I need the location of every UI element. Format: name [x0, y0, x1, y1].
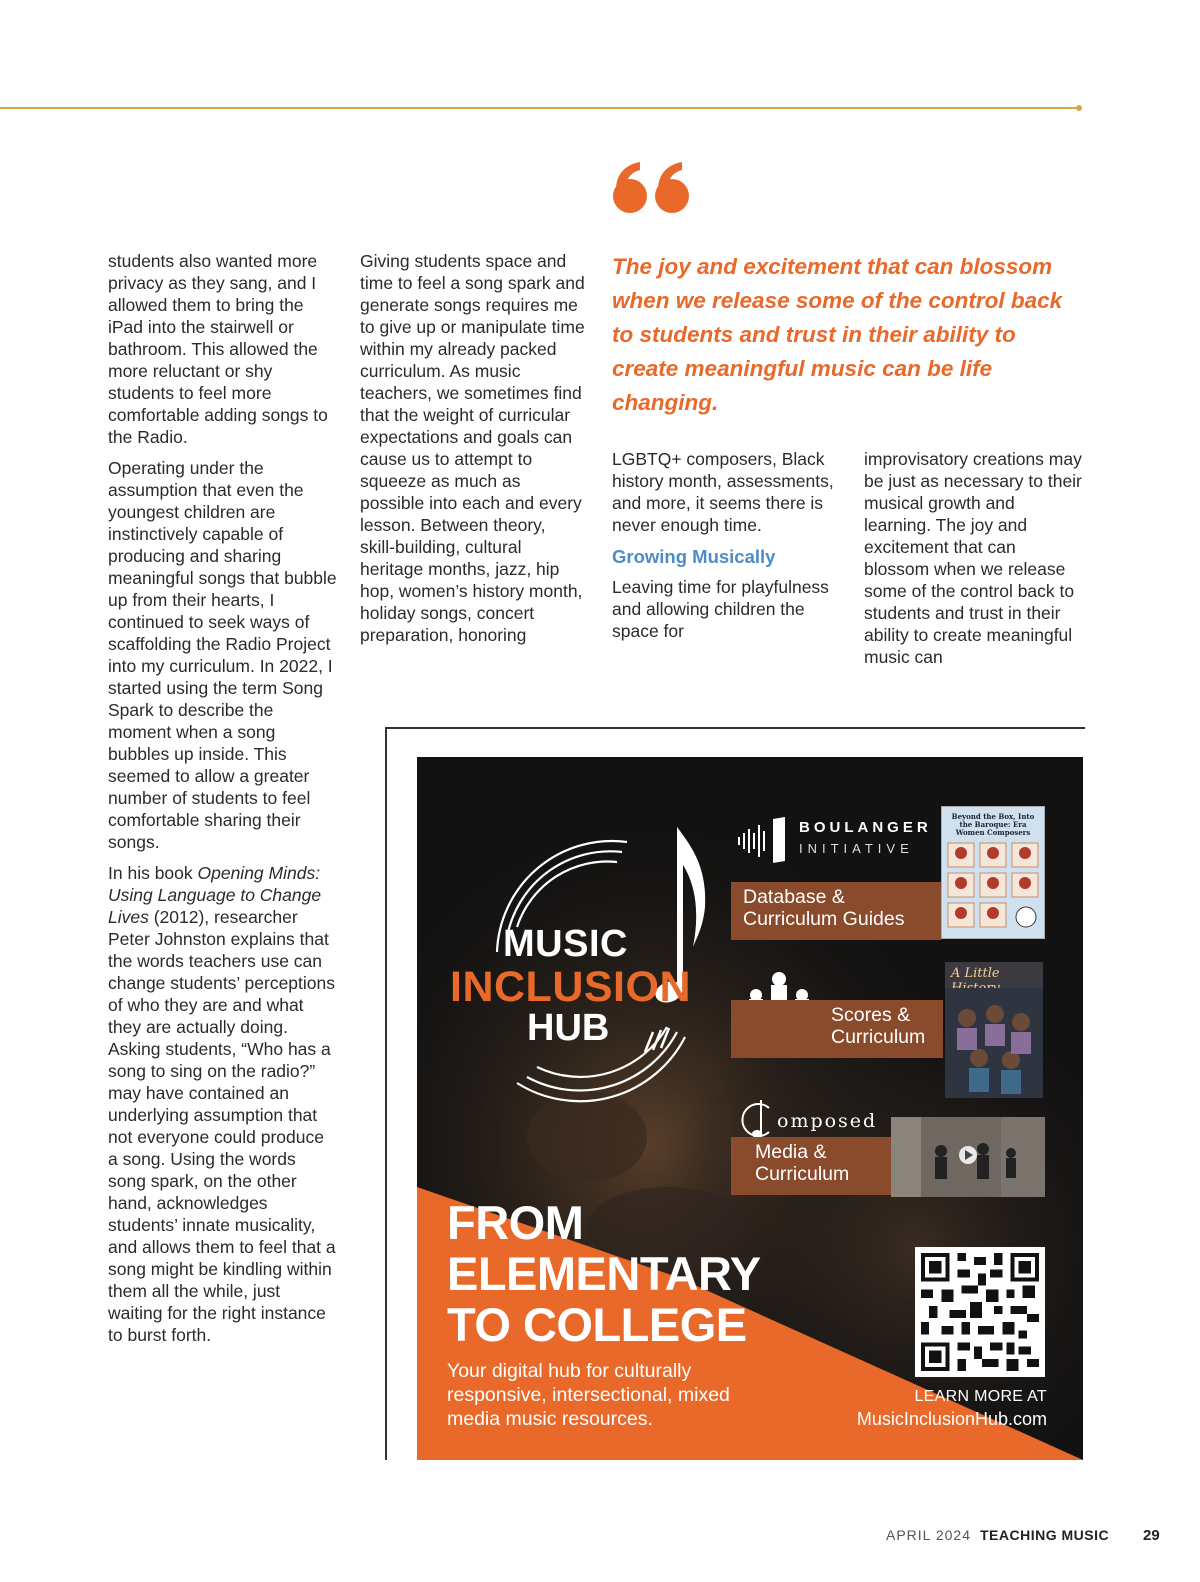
illustration-icon: [945, 988, 1043, 1098]
label2-line1: Scores &: [831, 1004, 911, 1026]
logo-music: MUSIC: [503, 923, 628, 965]
footer-magazine-title: TEACHING MUSIC: [980, 1527, 1110, 1543]
book-title: Opening Minds: Using Language to Change Lives: [108, 863, 322, 927]
p3-before: In his book: [108, 863, 198, 883]
pull-quote: The joy and excitement that can blossom when we release some of the control back to students and trust in their ability to create meaningful music can be life changing.: [612, 254, 1063, 415]
boulanger-guide-thumbnail: [941, 806, 1045, 939]
qr-code-icon: [921, 1253, 1039, 1371]
label1-line2: Curriculum Guides: [743, 908, 905, 930]
scores-curriculum-label: [731, 1000, 943, 1058]
ad-subline: Your digital hub for culturally responsive, intersectional, mixed media music resources.: [447, 1360, 730, 1430]
label2-line2: Curriculum: [831, 1026, 926, 1048]
video-still-icon: [891, 1117, 1045, 1197]
top-rule: [0, 107, 1080, 109]
music-inclusion-hub-ad[interactable]: [417, 757, 1083, 1460]
boulanger-logo: [735, 815, 935, 865]
soundwave-icon: [735, 815, 795, 865]
tagline-elementary: ELEMENTARY: [447, 1247, 761, 1300]
label3-line2: Curriculum: [755, 1163, 850, 1185]
tagline-from: FROM: [447, 1196, 584, 1249]
composed-video-thumbnail[interactable]: [891, 1117, 1045, 1197]
column-2-paragraph-1: Giving students space and time to feel a song spark and generate songs requires me to give up or manipulate time within my already packed curriculum. As music teachers, we sometimes find that the weight of curricular expectations and goals can cause us to attempt to squeeze as much as possible into each and every lesson. Between theory, skill-building, cultural heritage months, jazz, hip hop, women’s history month, holiday songs, concert preparation, honoring: [360, 251, 585, 645]
column-3: [612, 448, 837, 651]
column-1-paragraph-1: students also wanted more privacy as they sang, and I allowed them to bring the iPad into the stairwell or bathroom. This allowed the more reluctant or shy students to feel more comfortable adding songs to the Radio.: [108, 251, 328, 447]
composed-c-icon: [733, 1098, 777, 1142]
logo-hub: HUB: [527, 1007, 610, 1049]
column-4-paragraph-1: improvisatory creations may be just as necessary to their musical growth and learning. The joy and excitement that can blossom when we release some of the control back to students and trust in their ability to create meaningful music can: [864, 449, 1082, 667]
portrait-grid-icon: [942, 839, 1045, 939]
qr-code[interactable]: [915, 1247, 1045, 1377]
logo-inclusion: INCLUSION: [450, 963, 691, 1011]
hub-url-link[interactable]: MusicInclusionHub.com: [856, 1409, 1047, 1429]
page-number: 29: [1143, 1527, 1160, 1544]
column-1-paragraph-2: Operating under the assumption that even the youngest children are instinctively capable of producing and sharing meaningful songs that bubble up from their hearts, I continued to seek ways of scaffolding the Radio Project into my curriculum. In 2022, I started using the term Song Spark to describe the moment when a song bubbles up inside. This seemed to allow a greater number of students to feel comfortable sharing their songs.: [108, 458, 337, 852]
ad-tagline: [447, 1197, 761, 1350]
column-3-paragraph-1: LGBTQ+ composers, Black history month, assessments, and more, it seems there is never enough time.: [612, 449, 834, 535]
quote-mark-icon: [610, 160, 694, 216]
composed-name: omposed: [777, 1110, 878, 1132]
database-curriculum-label: [731, 882, 941, 940]
footer-date: APRIL 2024: [886, 1527, 971, 1543]
column-4: [864, 448, 1084, 677]
column-1: [108, 250, 338, 1355]
column-2: [360, 250, 585, 655]
column-3-paragraph-2: Leaving time for playfulness and allowing children the space for: [612, 577, 829, 641]
boulanger-initiative: INITIATIVE: [799, 841, 914, 856]
composed-logo: [733, 1102, 878, 1142]
media-curriculum-label: [731, 1137, 891, 1195]
p3-after: (2012), researcher Peter Johnston explains that the words teachers use can change students’ perceptions of who they are and what they are actually doing. Asking students, “Who has a song to sing on the radio?” may have contained an underlying assumption that not everyone could produce a song. Using the words song spark, on the other hand, acknowledges students’ innate musicality, and allows them to feel that a song might be kindling within them all the while, just waiting for the right instance to burst forth.: [108, 907, 336, 1345]
column-1-paragraph-3: [108, 862, 338, 1346]
learn-more-label: LEARN MORE AT: [914, 1388, 1047, 1405]
castle-score-thumbnail: [945, 962, 1043, 1098]
label1-line1: Database &: [743, 886, 845, 908]
thumb2-title: A Little: [951, 966, 1000, 981]
boulanger-name: BOULANGER: [799, 819, 932, 836]
top-rule-dot: [1076, 105, 1082, 111]
subhead-growing-musically: Growing Musically: [612, 546, 776, 567]
thumb1-title: Beyond the Box, Into the Baroque: Era Women Composers: [951, 812, 1035, 837]
label3-line1: Media &: [755, 1141, 827, 1163]
tagline-to-college: TO COLLEGE: [447, 1298, 747, 1351]
